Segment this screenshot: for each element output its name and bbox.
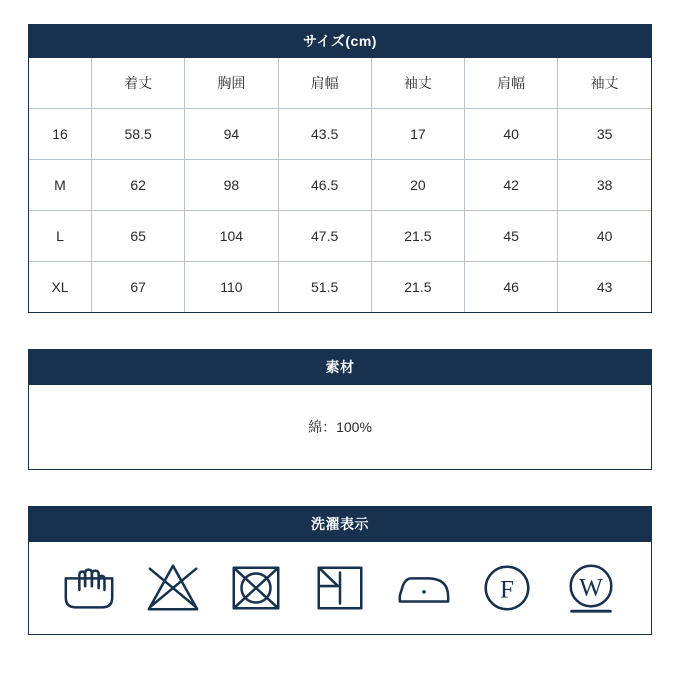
cell-value: 110: [185, 262, 278, 313]
cell-value: 21.5: [371, 262, 464, 313]
cell-value: 21.5: [371, 211, 464, 262]
cell-value: 40: [558, 211, 651, 262]
column-header-shoulder-2: 肩幅: [465, 58, 558, 109]
row-label: XL: [29, 262, 92, 313]
cell-value: 35: [558, 109, 651, 160]
cell-value: 104: [185, 211, 278, 262]
column-header-length: 着丈: [92, 58, 185, 109]
cell-value: 58.5: [92, 109, 185, 160]
material-body: [29, 385, 651, 469]
dryclean-f-icon: [478, 559, 536, 617]
table-row: [29, 160, 651, 211]
care-icon-row: [29, 542, 651, 634]
svg-text:W: W: [579, 574, 603, 602]
table-row: [29, 211, 651, 262]
table-row: [29, 109, 651, 160]
svg-text:F: F: [500, 576, 515, 604]
cell-value: 98: [185, 160, 278, 211]
size-section: [28, 24, 652, 313]
material-section-title: 素材: [29, 349, 651, 385]
no-bleach-icon: [144, 559, 202, 617]
cell-value: 67: [92, 262, 185, 313]
cell-value: 20: [371, 160, 464, 211]
cell-value: 45: [465, 211, 558, 262]
wetclean-w-icon: [562, 559, 620, 617]
cell-value: 43: [558, 262, 651, 313]
cell-value: 47.5: [278, 211, 371, 262]
drip-dry-shade-icon: [311, 559, 369, 617]
cell-value: 65: [92, 211, 185, 262]
size-table: [29, 58, 651, 312]
size-section-title: サイズ(cm): [29, 24, 651, 58]
cell-value: 51.5: [278, 262, 371, 313]
cell-value: 46.5: [278, 160, 371, 211]
column-header-chest: 胸囲: [185, 58, 278, 109]
cell-value: 38: [558, 160, 651, 211]
cell-value: 46: [465, 262, 558, 313]
care-section-title: 洗濯表示: [29, 506, 651, 542]
column-header-shoulder-1: 肩幅: [278, 58, 371, 109]
column-header-sleeve-2: 袖丈: [558, 58, 651, 109]
cell-value: 62: [92, 160, 185, 211]
hand-wash-icon: [60, 559, 118, 617]
cell-value: 17: [371, 109, 464, 160]
care-section: [28, 506, 652, 635]
cell-value: 43.5: [278, 109, 371, 160]
table-header-row: [29, 58, 651, 109]
cell-value: 94: [185, 109, 278, 160]
material-section: [28, 349, 652, 470]
table-row: [29, 262, 651, 313]
cell-value: 42: [465, 160, 558, 211]
column-header-sleeve-1: 袖丈: [371, 58, 464, 109]
iron-low-icon: [395, 559, 453, 617]
cell-value: 40: [465, 109, 558, 160]
row-label: M: [29, 160, 92, 211]
no-tumble-dry-icon: [227, 559, 285, 617]
row-label: 16: [29, 109, 92, 160]
material-text: 綿：100%: [308, 419, 372, 435]
row-label: L: [29, 211, 92, 262]
size-column-header: [29, 58, 92, 109]
